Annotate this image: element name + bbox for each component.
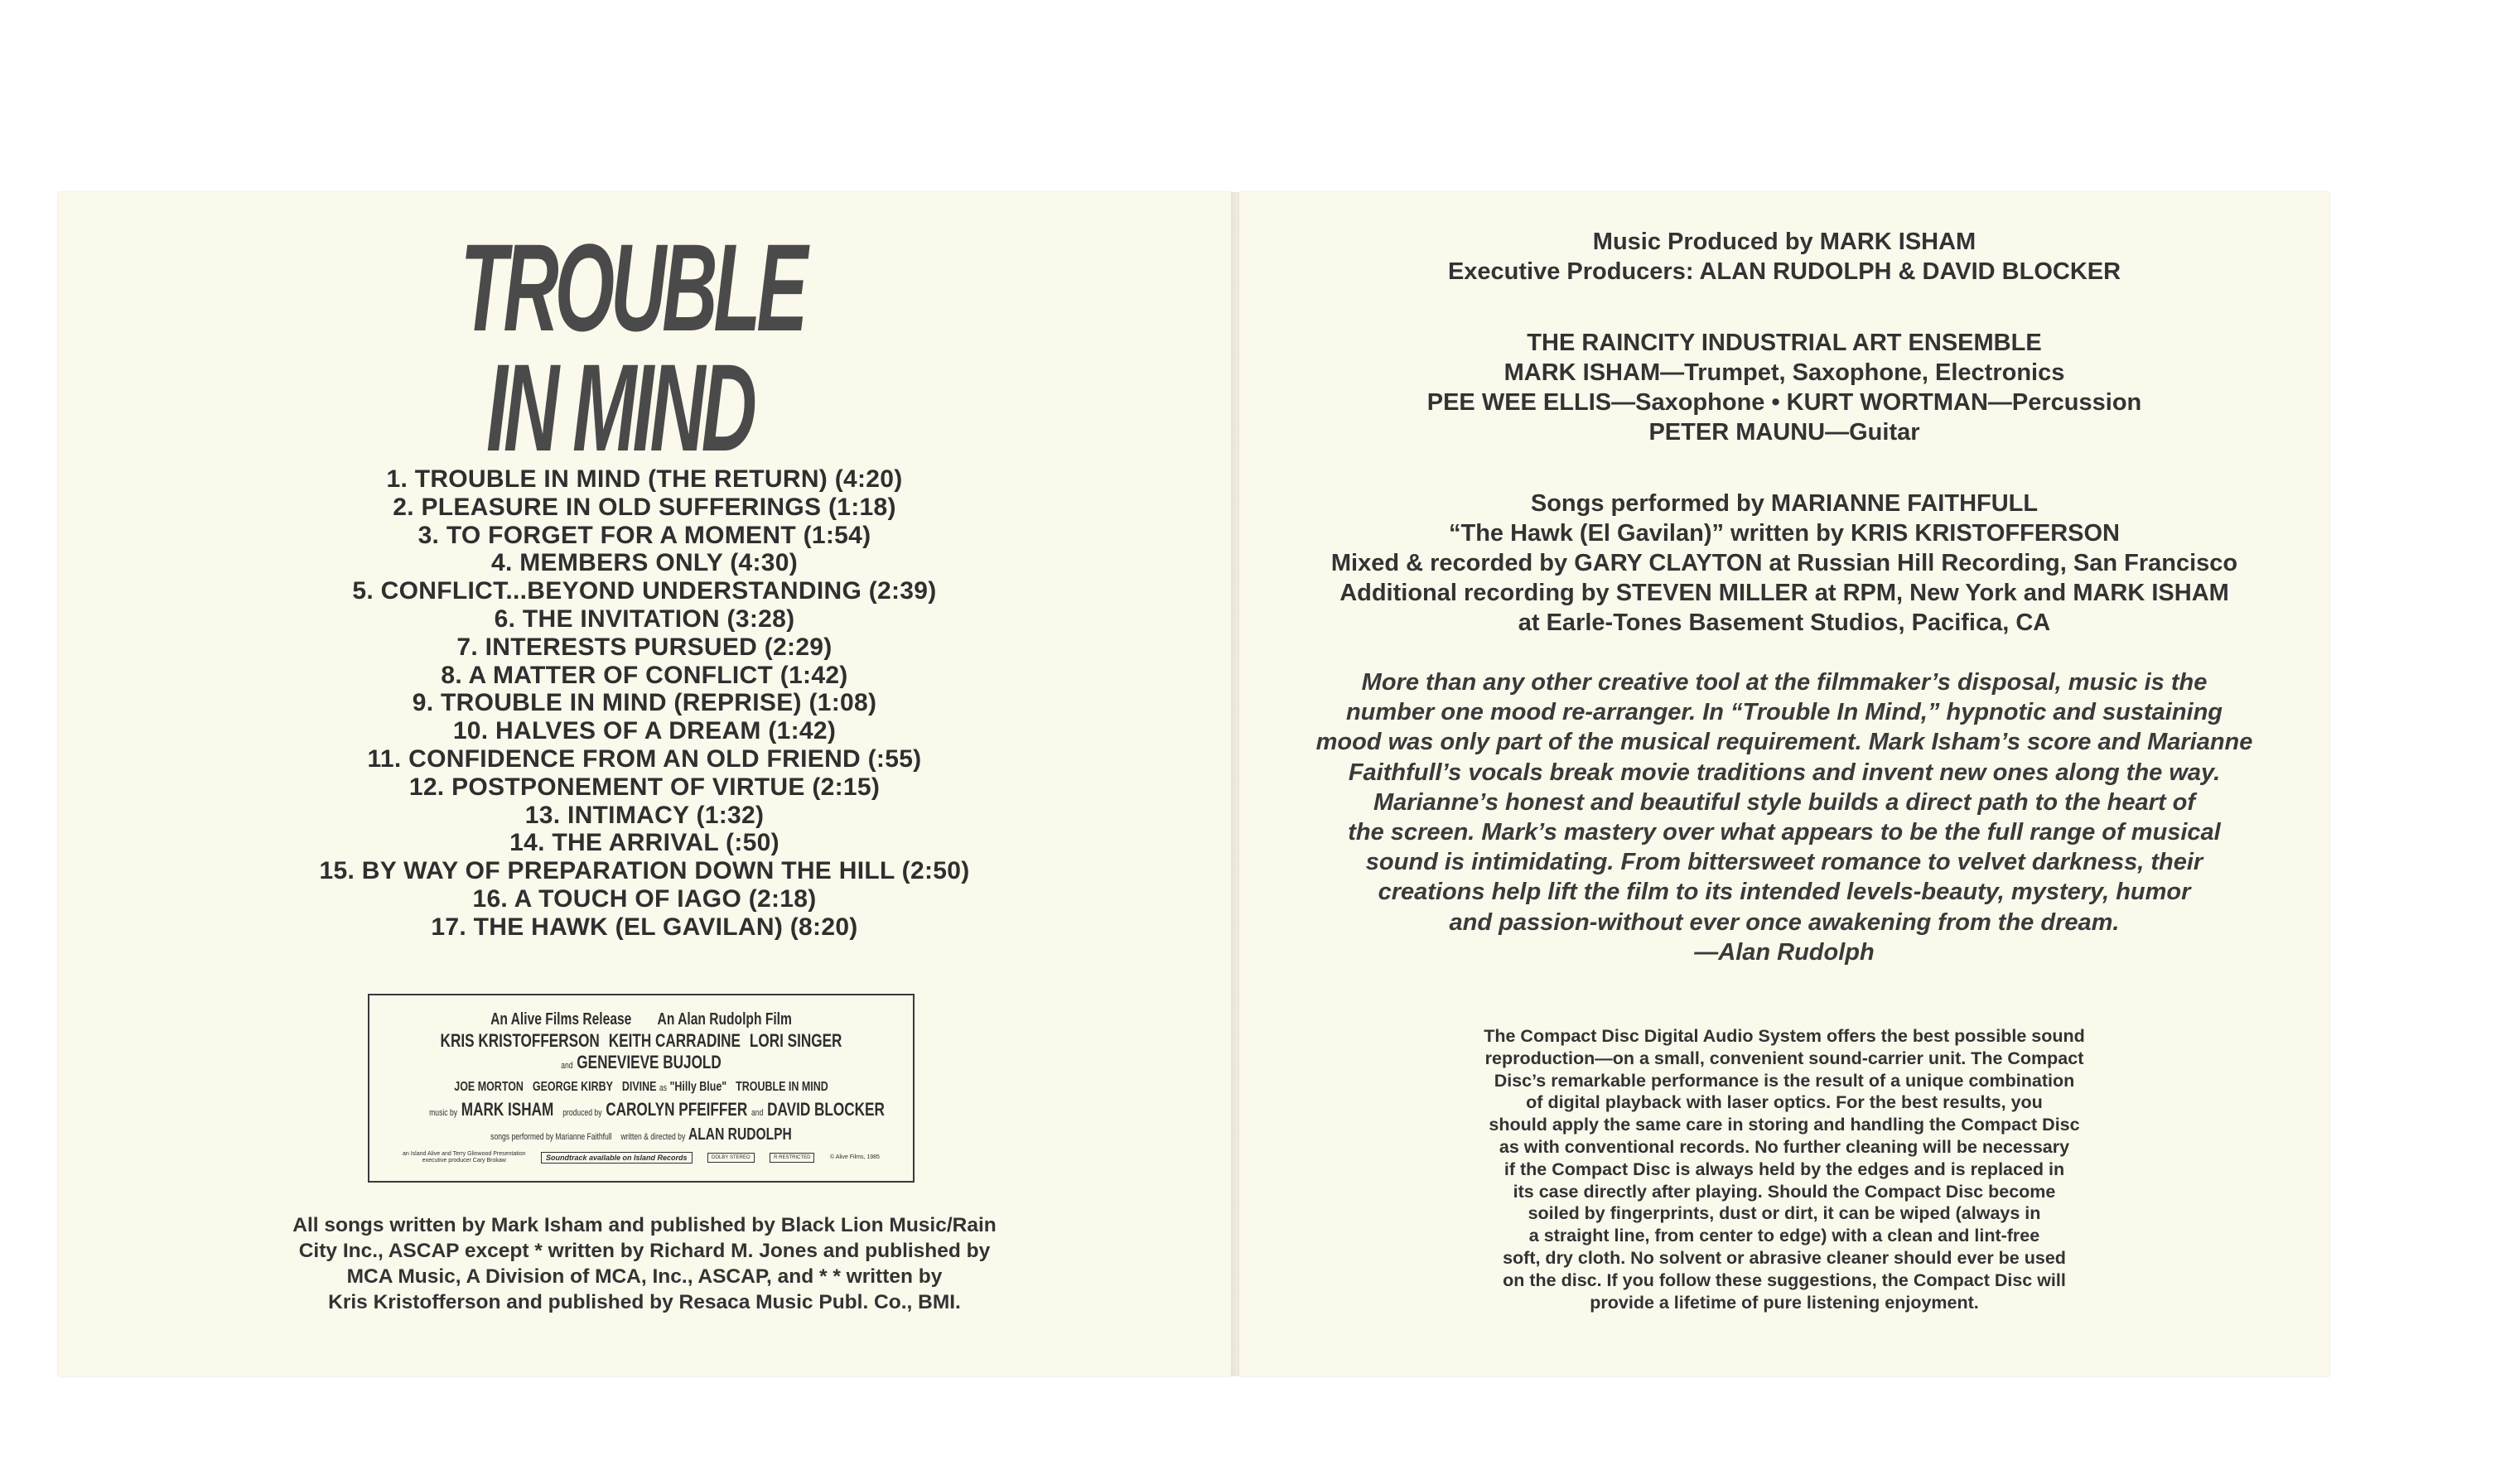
star-1: KRIS KRISTOFFERSON <box>440 1030 600 1051</box>
recording-line: “The Hawk (El Gavilan)” written by KRIS KRISTOFFERSON <box>1449 520 2120 547</box>
credits-fine-print <box>403 1151 880 1164</box>
track-item: 14. THE ARRIVAL (:50) <box>509 829 779 857</box>
producer-1: CAROLYN PFEIFFER <box>606 1099 748 1120</box>
presentation-fine-print <box>403 1151 526 1164</box>
ensemble-member: PEE WEE ELLIS—Saxophone • KURT WORTMAN—Percussion <box>1426 389 2142 416</box>
film-credits-box <box>368 994 915 1183</box>
cd-note-line: on the disc. If you follow these suggestions, the Compact Disc will <box>1503 1270 2066 1290</box>
track-item: 12. POSTPONEMENT OF VIRTUE (2:15) <box>408 773 881 801</box>
track-item: 4. MEMBERS ONLY (4:30) <box>490 549 799 577</box>
cd-note-line: its case directly after playing. Should the Compact Disc become <box>1513 1181 2056 1202</box>
cd-note-line: should apply the same care in storing and handling the Compact Disc <box>1489 1115 2080 1135</box>
songs-note-line: City Inc., ASCAP except * written by Richard M. Jones and published by <box>298 1240 991 1262</box>
songs-performed-by: songs performed by Marianne Faithfull <box>490 1132 612 1142</box>
ensemble-name: THE RAINCITY INDUSTRIAL ART ENSEMBLE <box>1527 330 2042 356</box>
quote-line: sound is intimidating. From bittersweet romance to velvet darkness, their <box>1365 849 2203 876</box>
and-text-2: and <box>751 1108 764 1118</box>
track-item: 13. INTIMACY (1:32) <box>524 801 765 829</box>
star-3: LORI SINGER <box>749 1030 842 1051</box>
cd-note-line: provide a lifetime of pure listening enjoyment. <box>1590 1292 1979 1313</box>
cd-note-line: reproduction—on a small, convenient sound-carrier unit. The Compact <box>1484 1048 2084 1068</box>
and-text: and <box>561 1061 573 1071</box>
songs-note-line: Kris Kristofferson and published by Resaca Music Publ. Co., BMI. <box>328 1291 961 1313</box>
producer-2: DAVID BLOCKER <box>767 1099 885 1120</box>
track-item: 7. INTERESTS PURSUED (2:29) <box>456 633 833 661</box>
cd-note-line: soiled by fingerprints, dust or dirt, it can be wiped (always in <box>1528 1203 2041 1224</box>
quote-line: the screen. Mark’s mastery over what appears to be the full range of musical <box>1348 819 2221 846</box>
fine-print-2: executive producer Cary Brokaw <box>422 1158 506 1164</box>
recording-line: Mixed & recorded by GARY CLAYTON at Russian Hill Recording, San Francisco <box>1330 550 2238 576</box>
track-item: 1. TROUBLE IN MIND (THE RETURN) (4:20) <box>386 465 903 493</box>
track-item: 16. A TOUCH OF IAGO (2:18) <box>472 884 817 913</box>
credits-row-release <box>429 1009 853 1030</box>
cast-3-role: "Hilly Blue" <box>669 1080 727 1094</box>
quote-line: and passion-without ever once awakening from the dream. <box>1449 908 2120 936</box>
cast-3: DIVINE <box>621 1080 657 1094</box>
title-line-1: TROUBLE <box>460 218 804 357</box>
compact-disc-note <box>1239 1025 2329 1313</box>
release-text: An Alive Films Release <box>490 1010 632 1029</box>
fine-print-1: an Island Alive and Terry Glinwood Presentation <box>403 1151 526 1157</box>
ensemble-member: PETER MAUNU—Guitar <box>1648 419 1920 446</box>
ensemble-member: MARK ISHAM—Trumpet, Saxophone, Electronics <box>1503 359 2065 386</box>
director: ALAN RUDOLPH <box>688 1125 792 1144</box>
recording-credits <box>1239 489 2329 638</box>
quote-line: mood was only part of the musical requirement. Mark Isham’s score and Marianne <box>1315 729 2253 756</box>
film-text: An Alan Rudolph Film <box>657 1010 792 1029</box>
soundtrack-label: Soundtrack available on Island Records <box>541 1152 693 1164</box>
produced-line: Music Produced by MARK ISHAM <box>1592 229 1976 255</box>
track-item: 17. THE HAWK (EL GAVILAN) (8:20) <box>431 913 858 941</box>
film-title-credit: TROUBLE IN MIND <box>736 1080 828 1094</box>
cd-note-line: The Compact Disc Digital Audio System offers the best possible sound <box>1484 1026 2085 1046</box>
director-quote <box>1239 667 2329 967</box>
album-title <box>58 218 1231 477</box>
music-by-label: music by <box>429 1108 458 1118</box>
songs-publishing-note <box>58 1212 1231 1315</box>
rating-logo: R RESTRICTED <box>770 1153 814 1163</box>
quote-attribution: —Alan Rudolph <box>1694 938 1875 966</box>
track-item: 10. HALVES OF A DREAM (1:42) <box>452 717 837 745</box>
cast-1: JOE MORTON <box>454 1080 524 1094</box>
cd-note-line: a straight line, from center to edge) with a clean and lint-free <box>1528 1226 2040 1246</box>
as-text: as <box>659 1083 668 1093</box>
recording-line: Songs performed by MARIANNE FAITHFULL <box>1530 490 2039 517</box>
right-page <box>1239 192 2329 1376</box>
quote-line: More than any other creative tool at the filmmaker’s disposal, music is the <box>1361 669 2208 696</box>
cd-note-line: as with conventional records. No further cleaning will be necessary <box>1499 1136 2070 1157</box>
credits-row-songs <box>429 1124 853 1148</box>
cd-note-line: soft, dry cloth. No solvent or abrasive cleaner should ever be used <box>1503 1247 2066 1268</box>
quote-line: Marianne’s honest and beautiful style builds a direct path to the heart of <box>1373 788 2196 816</box>
written-directed-label: written & directed by <box>620 1132 686 1142</box>
track-item: 8. A MATTER OF CONFLICT (1:42) <box>441 661 848 689</box>
track-item: 9. TROUBLE IN MIND (REPRISE) (1:08) <box>412 689 877 717</box>
ensemble-credits <box>1239 328 2329 447</box>
songs-note-line: All songs written by Mark Isham and published by Black Lion Music/Rain <box>292 1214 997 1236</box>
cd-note-line: of digital playback with laser optics. For the best results, you <box>1526 1092 2043 1113</box>
cast-2: GEORGE KIRBY <box>532 1080 613 1094</box>
page-fold <box>1231 192 1239 1376</box>
produced-by-label: produced by <box>562 1108 602 1118</box>
track-item: 2. PLEASURE IN OLD SUFFERINGS (1:18) <box>393 493 896 521</box>
production-credits <box>1239 227 2329 287</box>
credits-row-stars <box>429 1030 853 1052</box>
executive-producers-line: Executive Producers: ALAN RUDOLPH & DAVID BLOCKER <box>1447 258 2121 285</box>
star-2: KEITH CARRADINE <box>608 1030 741 1051</box>
credits-row-star4 <box>429 1052 853 1077</box>
credits-row-music <box>429 1099 885 1124</box>
quote-line: number one mood re-arranger. In “Trouble In Mind,” hypnotic and sustaining <box>1345 699 2223 726</box>
cd-note-line: Disc’s remarkable performance is the result of a unique combination <box>1494 1070 2075 1091</box>
track-item: 6. THE INVITATION (3:28) <box>494 605 795 633</box>
quote-line: creations help lift the film to its intended levels-beauty, mystery, humor <box>1378 879 2191 906</box>
title-line-2: IN MIND <box>486 338 753 477</box>
dolby-logo: DOLBY STEREO <box>707 1153 755 1163</box>
copyright: © Alive Films, 1985 <box>829 1154 880 1160</box>
left-page <box>58 192 1231 1376</box>
songs-note-line: MCA Music, A Division of MCA, Inc., ASCAP, and * * written by <box>346 1265 943 1288</box>
recording-line: Additional recording by STEVEN MILLER at RPM, New York and MARK ISHAM <box>1339 580 2229 606</box>
tracklist <box>58 465 1231 942</box>
cd-note-line: if the Compact Disc is always held by the edges and is replaced in <box>1503 1159 2065 1179</box>
track-item: 11. CONFIDENCE FROM AN OLD FRIEND (:55) <box>367 744 922 773</box>
quote-line: Faithfull’s vocals break movie traditions and invent new ones along the way. <box>1348 759 2221 786</box>
track-item: 5. CONFLICT...BEYOND UNDERSTANDING (2:39) <box>352 577 937 605</box>
track-item: 15. BY WAY OF PREPARATION DOWN THE HILL (2:50) <box>319 857 970 885</box>
recording-line: at Earle-Tones Basement Studios, Pacifica, CA <box>1518 610 2051 636</box>
star-4: GENEVIEVE BUJOLD <box>577 1052 722 1072</box>
credits-row-cast <box>429 1077 853 1099</box>
track-item: 3. TO FORGET FOR A MOMENT (1:54) <box>418 521 871 549</box>
composer: MARK ISHAM <box>461 1099 554 1120</box>
